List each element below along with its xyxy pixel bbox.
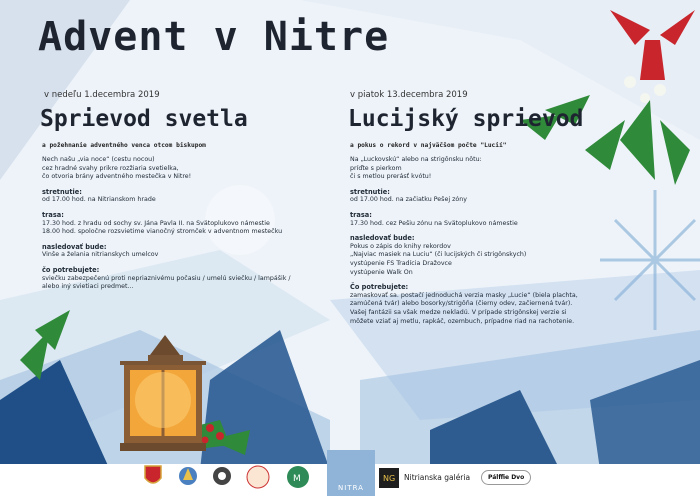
- right-intro-line: či s metlou prerásť kvótu!: [350, 173, 432, 181]
- svg-text:M: M: [293, 474, 301, 484]
- left-next-label: nasledovať bude:: [42, 242, 107, 251]
- left-route-line: 17.30 hod. z hradu od sochy sv. Jána Pavla II. na Svätoplukovo námestie: [42, 219, 270, 227]
- right-heading: Lucijský sprievod: [348, 106, 584, 132]
- svg-text:NG: NG: [383, 474, 396, 483]
- right-next-line: vystúpenie Walk On: [350, 268, 413, 276]
- right-subheading: a pokus o rekord v najväčšom počte "Lucií": [350, 142, 507, 149]
- right-meet: od 17.00 hod. na začiatku Pešej zóny: [350, 196, 467, 204]
- nitra-logo-label: NITRA: [338, 484, 364, 492]
- left-need-line: sviečku zabezpečenú proti nepriaznivému počasiu / umelú sviečku / lampášik /: [42, 274, 291, 282]
- right-next-line: vystúpenie FS Tradícia Dražovce: [350, 259, 452, 267]
- left-heading: Sprievod svetla: [40, 106, 248, 132]
- right-need-line: môžete vziať aj metlu, rapkáč, ozembuch, prípadne riad na rachotenie.: [350, 317, 575, 325]
- right-need-line: Vašej fantázii sa však medze nekladú. V prípade strigônskej verzie si: [350, 308, 567, 316]
- left-intro-line: cez hradné svahy prikre rozžiaria svetielka,: [42, 164, 179, 172]
- right-next-label: nasledovať bude:: [350, 234, 415, 243]
- right-route-line: 17.30 hod. cez Pešiu zónu na Svätoplukovo námestie: [350, 219, 518, 227]
- page-title: Advent v Nitre: [38, 14, 390, 60]
- right-next-line: „Najviac masiek na Luciu“ (či lucijských či strigônskych): [350, 251, 527, 259]
- left-date: v nedeľu 1.decembra 2019: [44, 90, 160, 100]
- left-intro-line: čo otvoria brány adventného mestečka v Nitre!: [42, 173, 192, 181]
- left-need-label: čo potrebujete:: [42, 265, 100, 274]
- left-meet: od 17.00 hod. na Nitrianskom hrade: [42, 196, 156, 204]
- gallery-logo-label: Nitrianska galéria: [404, 473, 471, 482]
- left-details: [42, 156, 291, 292]
- right-intro-line: príďte s pierkom: [350, 164, 402, 172]
- left-route-label: trasa:: [42, 210, 64, 219]
- left-meet-label: stretnutie:: [42, 187, 82, 196]
- nitra-logo: [327, 450, 375, 496]
- right-next-line: Pokus o zápis do knihy rekordov: [350, 242, 451, 250]
- left-subheading: a požehnanie adventného venca otcom biskupom: [42, 142, 206, 149]
- left-intro-line: Nech našu „via noce“ (cestu nocou): [42, 156, 155, 163]
- left-need-line: alebo iný svietiaci predmet...: [42, 283, 134, 291]
- left-next-line: Vinše a želania nitrianskych umelcov: [42, 251, 159, 259]
- right-need-label: Čo potrebujete:: [350, 283, 409, 292]
- left-route-line: 18.00 hod. spoločne rozsvietime vianočný stromček v adventnom mestečku: [42, 228, 283, 236]
- right-date: v piatok 13.decembra 2019: [350, 90, 468, 100]
- palace-logo-label: Pálffie Dvo: [481, 470, 531, 485]
- right-meet-label: stretnutie:: [350, 187, 390, 196]
- right-need-line: zamúčená tvár) alebo bosorky/strigôňa (čierny odev, začiernená tvár).: [350, 300, 573, 308]
- right-details: [350, 156, 578, 326]
- right-need-line: zamaskovať sa. postačí jednoduchá verzia masky „Lucie“ (biela plachta,: [350, 291, 578, 299]
- right-intro-line: Na „Luckovskú“ alebo na strigônsku nôtu:: [350, 156, 482, 163]
- right-route-label: trasa:: [350, 210, 372, 219]
